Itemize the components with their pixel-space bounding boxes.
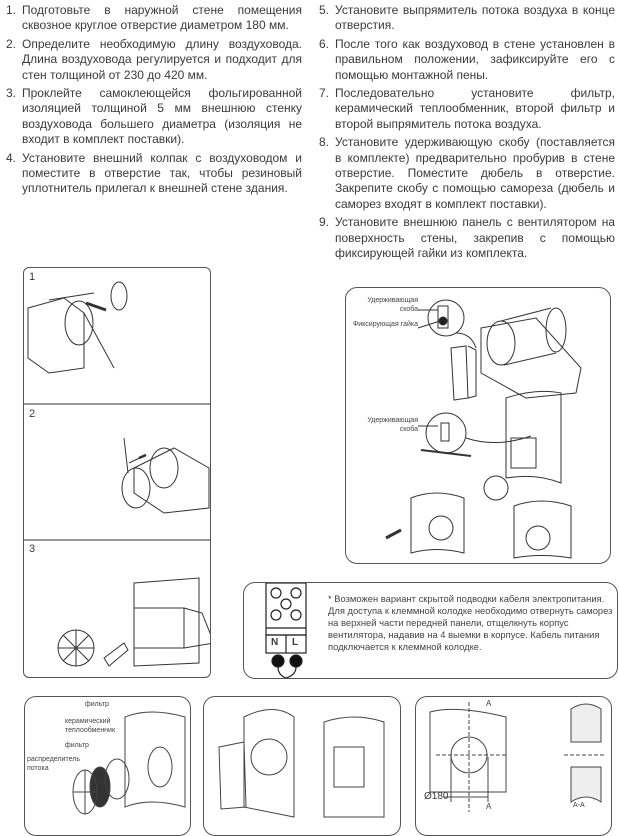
step-number: 1	[29, 271, 36, 283]
installation-steps-panel	[23, 267, 211, 678]
steps-left	[6, 3, 302, 200]
bracket-installation-figure	[345, 287, 611, 564]
terminal-block-icon	[244, 583, 324, 679]
components-figure	[24, 696, 191, 836]
label-retaining-bracket: Удерживающая скоба	[367, 297, 418, 313]
label-ceramic-exchanger: керамический теплообменник	[65, 718, 116, 734]
wall-hole-illustration	[416, 697, 612, 836]
wall-hole-figure	[415, 696, 612, 836]
wiring-note-box	[243, 582, 618, 679]
duct-illustration	[24, 268, 211, 678]
terminal-l: L	[292, 637, 299, 648]
section-mark-top: A	[486, 699, 492, 708]
step-item: 8. Установите удерживающую скобу (поставляется в комплекте) предварительно пробурив в стене отверстие. Поместите дюбель в отверстие. Закрепите скобу с помощью самореза (дюбель и саморез входят в комплект поставки).	[319, 135, 615, 211]
step-number: 2	[29, 408, 36, 420]
steps-right	[319, 3, 615, 265]
label-retaining-bracket: Удерживающая скоба	[367, 417, 418, 433]
diameter-label: Ø180	[424, 791, 449, 802]
step-item: 3. Проклейте самоклеющейся фольгированной изоляцией толщиной 5 мм внешнюю стенку воздуховода большего диаметра (изоляция не входит в комплект поставки).	[6, 86, 302, 147]
step-item: 7. Последовательно установите фильтр, керамический теплообменник, второй фильтр и второй выпрямитель потока воздуха.	[319, 86, 615, 131]
step-item: 9. Установите внешнюю панель с вентилятором на поверхность стены, закрепив с помощью фиксирующей гайки из комплекта.	[319, 215, 615, 261]
step-item: 5. Установите выпрямитель потока воздуха в конце отверстия.	[319, 3, 615, 33]
step-number: 3	[29, 543, 36, 555]
section-label: A-A	[573, 802, 585, 809]
panel-mount-figure	[203, 696, 401, 836]
section-mark-bottom: A	[486, 802, 492, 811]
step-item: 2. Определите необходимую длину воздуховода. Длина воздуховода регулируется и подходит для стен толщиной от 230 до 420 мм.	[6, 36, 302, 82]
panel-mount-illustration	[204, 697, 401, 836]
step-item: 1. Подготовьте в наружной стене помещения сквозное круглое отверстие диаметром 180 мм.	[6, 3, 302, 33]
wiring-note-text: * Возможен вариант скрытой подводки кабеля электропитания. Для доступа к клеммной колодке необходимо отвернуть саморез на верхней части передней панели, отщелкнуть корпус вентилятора, надавив на 4 выемки в корпусе. Кабель питания подключается к клеммной колодке.	[328, 593, 613, 652]
label-flow-distributor: распределитель потока	[27, 756, 80, 772]
terminal-n: N	[271, 637, 279, 648]
step-item: 6. После того как воздуховод в стене установлен в правильном положении, зафиксируйте его с помощью монтажной пены.	[319, 36, 615, 82]
label-filter: фильтр	[65, 742, 89, 749]
step-item: 4. Установите внешний колпак с воздуховодом и поместите в отверстие так, чтобы резиновый уплотнитель прилегал к внешней стене здания.	[6, 150, 302, 196]
label-filter: фильтр	[85, 701, 109, 708]
label-fixing-nut: Фиксирующая гайка	[352, 321, 418, 328]
